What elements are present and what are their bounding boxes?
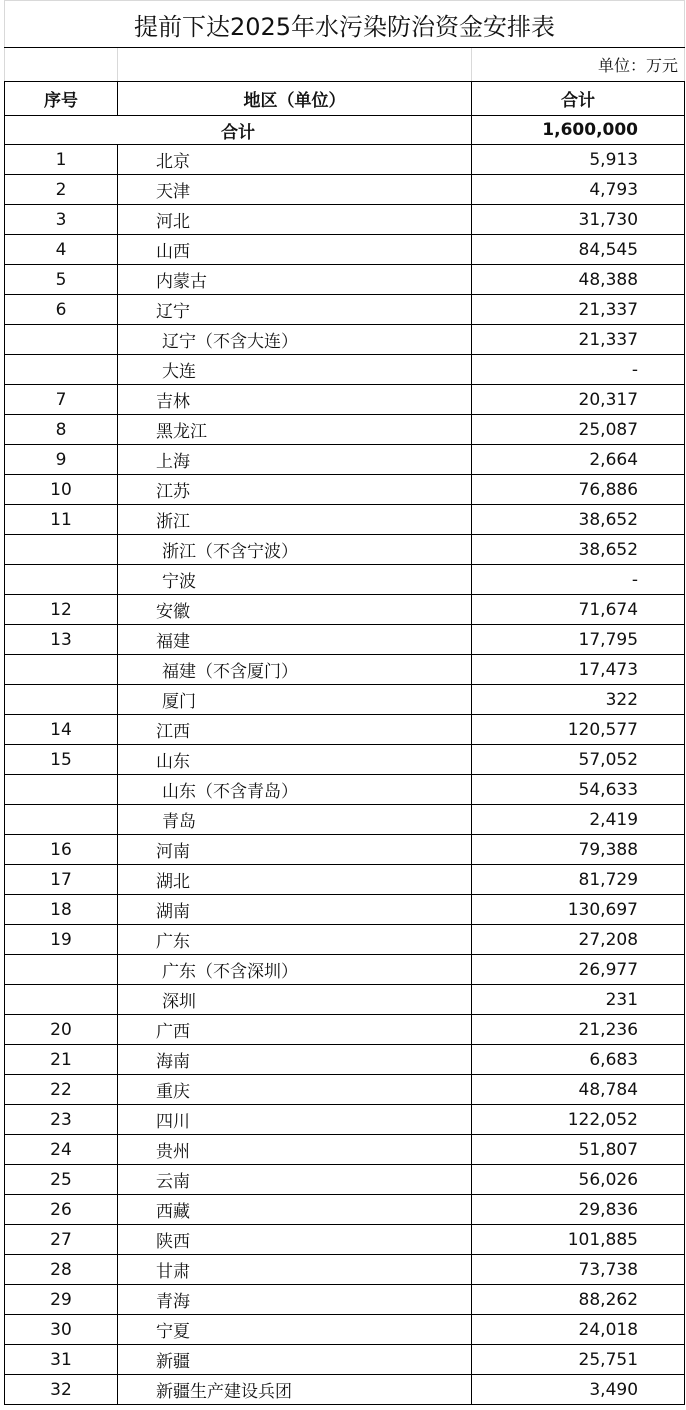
row-seq: [5, 655, 118, 685]
row-seq: [5, 955, 118, 985]
total-value: 1,600,000: [472, 116, 685, 145]
row-value: 84,545: [472, 235, 685, 265]
row-seq: 15: [5, 745, 118, 775]
row-value: 231: [472, 985, 685, 1015]
table-row: [5, 205, 685, 235]
row-region: 福建: [118, 625, 472, 655]
row-region: 江西: [118, 715, 472, 745]
table-row: [5, 625, 685, 655]
row-region: 广西: [118, 1015, 472, 1045]
row-seq: 4: [5, 235, 118, 265]
row-value: 73,738: [472, 1255, 685, 1285]
row-region: 甘肃: [118, 1255, 472, 1285]
table-row: [5, 595, 685, 625]
table-row: [5, 145, 685, 175]
row-seq: 26: [5, 1195, 118, 1225]
row-value: 17,795: [472, 625, 685, 655]
row-region: 辽宁: [118, 295, 472, 325]
row-value: 48,388: [472, 265, 685, 295]
header-row: [5, 82, 685, 116]
row-seq: 8: [5, 415, 118, 445]
row-region: 山西: [118, 235, 472, 265]
table-row: [5, 565, 685, 595]
row-value: 48,784: [472, 1075, 685, 1105]
funding-table: [4, 0, 685, 1405]
unit-row: [5, 48, 685, 82]
table-row: [5, 1195, 685, 1225]
row-value: 25,751: [472, 1345, 685, 1375]
row-seq: 24: [5, 1135, 118, 1165]
table-row: [5, 685, 685, 715]
row-value: 20,317: [472, 385, 685, 415]
row-value: 2,664: [472, 445, 685, 475]
row-seq: [5, 805, 118, 835]
row-seq: 25: [5, 1165, 118, 1195]
row-seq: 23: [5, 1105, 118, 1135]
row-region: 重庆: [118, 1075, 472, 1105]
table-row: [5, 415, 685, 445]
row-seq: 9: [5, 445, 118, 475]
table-row: [5, 445, 685, 475]
table-row: [5, 475, 685, 505]
row-value: 2,419: [472, 805, 685, 835]
row-value: 31,730: [472, 205, 685, 235]
table-row: [5, 265, 685, 295]
table-row: [5, 1345, 685, 1375]
row-region: 浙江: [118, 505, 472, 535]
row-value: 25,087: [472, 415, 685, 445]
table-row: [5, 985, 685, 1015]
row-value: 17,473: [472, 655, 685, 685]
row-value: 5,913: [472, 145, 685, 175]
row-region: 湖北: [118, 865, 472, 895]
unit-blank-1: [5, 48, 118, 82]
table-row: [5, 835, 685, 865]
title-row: [5, 1, 685, 48]
row-seq: 5: [5, 265, 118, 295]
table-row: [5, 895, 685, 925]
row-seq: 32: [5, 1375, 118, 1405]
table-title: 提前下达2025年水污染防治资金安排表: [5, 1, 685, 48]
row-region: 山东（不含青岛）: [118, 775, 472, 805]
row-region: 青岛: [118, 805, 472, 835]
row-seq: 17: [5, 865, 118, 895]
table-row: [5, 715, 685, 745]
table-row: [5, 1015, 685, 1045]
row-seq: [5, 355, 118, 385]
table-row: [5, 955, 685, 985]
row-region: 河南: [118, 835, 472, 865]
row-seq: 29: [5, 1285, 118, 1315]
row-value: 54,633: [472, 775, 685, 805]
row-region: 福建（不含厦门）: [118, 655, 472, 685]
row-region: 陕西: [118, 1225, 472, 1255]
row-seq: [5, 685, 118, 715]
row-region: 新疆: [118, 1345, 472, 1375]
row-seq: 14: [5, 715, 118, 745]
table-row: [5, 1375, 685, 1405]
table-row: [5, 1285, 685, 1315]
row-region: 广东（不含深圳）: [118, 955, 472, 985]
row-value: 24,018: [472, 1315, 685, 1345]
table-row: [5, 745, 685, 775]
row-region: 上海: [118, 445, 472, 475]
header-total: 合计: [472, 82, 685, 116]
row-value: 3,490: [472, 1375, 685, 1405]
row-seq: 13: [5, 625, 118, 655]
row-value: 51,807: [472, 1135, 685, 1165]
table-row: [5, 805, 685, 835]
row-seq: [5, 775, 118, 805]
table-row: [5, 1105, 685, 1135]
row-seq: 30: [5, 1315, 118, 1345]
unit-label: 单位：万元: [472, 48, 685, 82]
row-region: 新疆生产建设兵团: [118, 1375, 472, 1405]
table-row: [5, 235, 685, 265]
row-value: -: [472, 565, 685, 595]
total-row: [5, 116, 685, 145]
row-value: 56,026: [472, 1165, 685, 1195]
row-value: 29,836: [472, 1195, 685, 1225]
row-value: 27,208: [472, 925, 685, 955]
row-region: 云南: [118, 1165, 472, 1195]
table-row: [5, 535, 685, 565]
row-seq: 31: [5, 1345, 118, 1375]
row-value: 71,674: [472, 595, 685, 625]
table-row: [5, 1255, 685, 1285]
row-region: 北京: [118, 145, 472, 175]
row-seq: 10: [5, 475, 118, 505]
table-row: [5, 1045, 685, 1075]
row-seq: 1: [5, 145, 118, 175]
table-row: [5, 295, 685, 325]
row-seq: 20: [5, 1015, 118, 1045]
row-region: 厦门: [118, 685, 472, 715]
row-region: 内蒙古: [118, 265, 472, 295]
table-row: [5, 1165, 685, 1195]
row-seq: 19: [5, 925, 118, 955]
row-region: 广东: [118, 925, 472, 955]
table-row: [5, 1135, 685, 1165]
row-seq: [5, 985, 118, 1015]
table-row: [5, 355, 685, 385]
row-region: 吉林: [118, 385, 472, 415]
row-region: 辽宁（不含大连）: [118, 325, 472, 355]
row-value: 101,885: [472, 1225, 685, 1255]
row-value: 21,337: [472, 325, 685, 355]
unit-blank-2: [118, 48, 472, 82]
row-region: 贵州: [118, 1135, 472, 1165]
row-value: 57,052: [472, 745, 685, 775]
row-region: 西藏: [118, 1195, 472, 1225]
header-seq: 序号: [5, 82, 118, 116]
header-region: 地区（单位）: [118, 82, 472, 116]
table-row: [5, 865, 685, 895]
table-row: [5, 175, 685, 205]
row-region: 黑龙江: [118, 415, 472, 445]
row-seq: 27: [5, 1225, 118, 1255]
row-value: 21,337: [472, 295, 685, 325]
row-seq: 6: [5, 295, 118, 325]
row-seq: 3: [5, 205, 118, 235]
row-value: 322: [472, 685, 685, 715]
row-value: 4,793: [472, 175, 685, 205]
row-region: 大连: [118, 355, 472, 385]
row-region: 安徽: [118, 595, 472, 625]
row-region: 宁夏: [118, 1315, 472, 1345]
row-value: 6,683: [472, 1045, 685, 1075]
row-region: 山东: [118, 745, 472, 775]
row-value: 79,388: [472, 835, 685, 865]
row-seq: 11: [5, 505, 118, 535]
row-region: 青海: [118, 1285, 472, 1315]
row-seq: [5, 325, 118, 355]
table-row: [5, 925, 685, 955]
row-seq: [5, 535, 118, 565]
table-row: [5, 1225, 685, 1255]
row-value: 26,977: [472, 955, 685, 985]
row-value: -: [472, 355, 685, 385]
row-region: 江苏: [118, 475, 472, 505]
row-seq: 18: [5, 895, 118, 925]
row-seq: 16: [5, 835, 118, 865]
row-value: 21,236: [472, 1015, 685, 1045]
row-region: 河北: [118, 205, 472, 235]
row-seq: 22: [5, 1075, 118, 1105]
row-value: 88,262: [472, 1285, 685, 1315]
row-seq: [5, 565, 118, 595]
table-row: [5, 505, 685, 535]
row-region: 四川: [118, 1105, 472, 1135]
table-row: [5, 1315, 685, 1345]
row-region: 天津: [118, 175, 472, 205]
row-region: 浙江（不含宁波）: [118, 535, 472, 565]
table-row: [5, 775, 685, 805]
row-seq: 12: [5, 595, 118, 625]
row-region: 海南: [118, 1045, 472, 1075]
total-label: 合计: [5, 116, 472, 145]
row-seq: 2: [5, 175, 118, 205]
row-seq: 28: [5, 1255, 118, 1285]
row-value: 130,697: [472, 895, 685, 925]
row-value: 81,729: [472, 865, 685, 895]
row-value: 120,577: [472, 715, 685, 745]
row-value: 38,652: [472, 505, 685, 535]
row-value: 122,052: [472, 1105, 685, 1135]
table-row: [5, 1075, 685, 1105]
row-region: 深圳: [118, 985, 472, 1015]
table-row: [5, 655, 685, 685]
row-seq: 21: [5, 1045, 118, 1075]
row-value: 76,886: [472, 475, 685, 505]
table-row: [5, 385, 685, 415]
table-row: [5, 325, 685, 355]
row-region: 湖南: [118, 895, 472, 925]
row-region: 宁波: [118, 565, 472, 595]
row-seq: 7: [5, 385, 118, 415]
row-value: 38,652: [472, 535, 685, 565]
